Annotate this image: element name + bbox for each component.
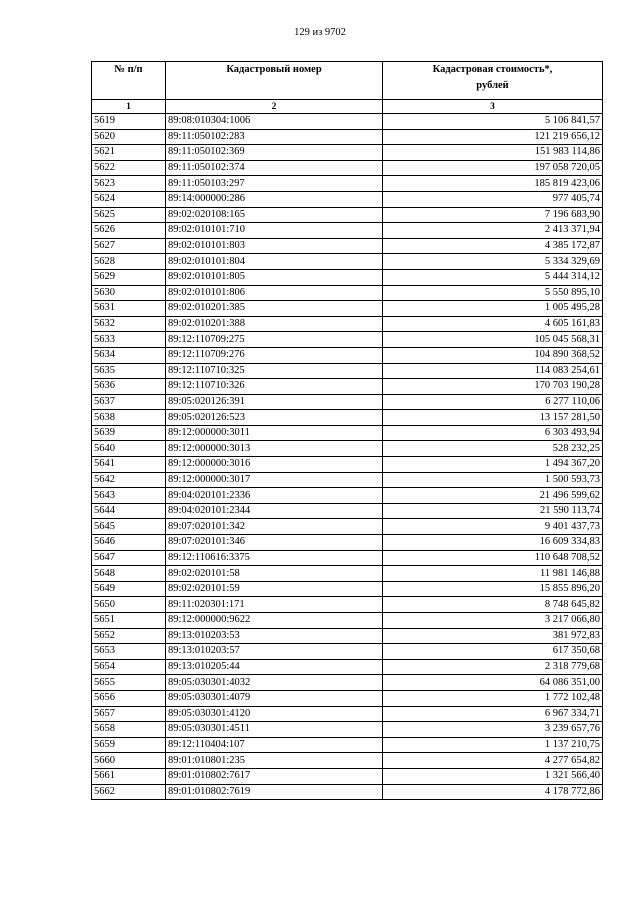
row-number-cell: 5629 — [92, 269, 166, 285]
row-number-cell: 5622 — [92, 160, 166, 176]
header-cadastral-value: Кадастровая стоимость*, рублей — [383, 62, 603, 100]
table-row — [92, 784, 603, 800]
cadastral-value-cell: 13 157 281,50 — [383, 410, 603, 426]
table-row — [92, 472, 603, 488]
table-header-row — [92, 62, 603, 100]
table-row — [92, 675, 603, 691]
cadastral-value-cell: 185 819 423,06 — [383, 176, 603, 192]
cadastral-value-cell: 4 277 654,82 — [383, 753, 603, 769]
row-number-cell: 5619 — [92, 114, 166, 130]
cadastral-number-cell: 89:08:010304:1006 — [166, 114, 383, 130]
cadastral-number-cell: 89:13:010205:44 — [166, 659, 383, 675]
cadastral-value-cell: 1 772 102,48 — [383, 690, 603, 706]
row-number-cell: 5621 — [92, 145, 166, 161]
cadastral-value-cell: 21 496 599,62 — [383, 488, 603, 504]
cadastral-number-cell: 89:14:000000:286 — [166, 191, 383, 207]
cadastral-value-cell: 5 550 895,10 — [383, 285, 603, 301]
table-row — [92, 223, 603, 239]
cadastral-value-cell: 5 106 841,57 — [383, 114, 603, 130]
table-row — [92, 332, 603, 348]
cadastral-number-cell: 89:07:020101:342 — [166, 519, 383, 535]
table-row — [92, 145, 603, 161]
table-row — [92, 613, 603, 629]
row-number-cell: 5649 — [92, 581, 166, 597]
row-number-cell: 5641 — [92, 457, 166, 473]
cadastral-value-cell: 121 219 656,12 — [383, 129, 603, 145]
cadastral-number-cell: 89:13:010203:53 — [166, 628, 383, 644]
table-row — [92, 659, 603, 675]
cadastral-value-cell: 3 239 657,76 — [383, 722, 603, 738]
table-row — [92, 301, 603, 317]
table-row — [92, 207, 603, 223]
row-number-cell: 5636 — [92, 379, 166, 395]
table-row — [92, 503, 603, 519]
cadastral-value-cell: 105 045 568,31 — [383, 332, 603, 348]
table-row — [92, 316, 603, 332]
row-number-cell: 5650 — [92, 597, 166, 613]
row-number-cell: 5624 — [92, 191, 166, 207]
cadastral-value-cell: 114 083 254,61 — [383, 363, 603, 379]
cadastral-value-cell: 1 137 210,75 — [383, 737, 603, 753]
row-number-cell: 5660 — [92, 753, 166, 769]
cadastral-number-cell: 89:05:030301:4032 — [166, 675, 383, 691]
cadastral-value-cell: 6 303 493,94 — [383, 425, 603, 441]
cadastral-number-cell: 89:12:110710:326 — [166, 379, 383, 395]
cadastral-value-cell: 151 983 114,86 — [383, 145, 603, 161]
cadastral-number-cell: 89:01:010802:7617 — [166, 768, 383, 784]
row-number-cell: 5656 — [92, 690, 166, 706]
cadastral-value-cell: 381 972,83 — [383, 628, 603, 644]
table-row — [92, 581, 603, 597]
cadastral-value-cell: 4 605 161,83 — [383, 316, 603, 332]
cadastral-value-cell: 197 058 720,05 — [383, 160, 603, 176]
cadastral-number-cell: 89:02:010201:385 — [166, 301, 383, 317]
cadastral-number-cell: 89:13:010203:57 — [166, 644, 383, 660]
row-number-cell: 5644 — [92, 503, 166, 519]
cadastral-value-cell: 9 401 437,73 — [383, 519, 603, 535]
row-number-cell: 5642 — [92, 472, 166, 488]
row-number-cell: 5659 — [92, 737, 166, 753]
cadastral-value-cell: 1 494 367,20 — [383, 457, 603, 473]
row-number-cell: 5632 — [92, 316, 166, 332]
cadastral-number-cell: 89:05:030301:4079 — [166, 690, 383, 706]
cadastral-value-cell: 7 196 683,90 — [383, 207, 603, 223]
row-number-cell: 5626 — [92, 223, 166, 239]
row-number-cell: 5647 — [92, 550, 166, 566]
cadastral-number-cell: 89:02:020101:58 — [166, 566, 383, 582]
cadastral-number-cell: 89:11:050102:369 — [166, 145, 383, 161]
table-row — [92, 191, 603, 207]
cadastral-number-cell: 89:01:010802:7619 — [166, 784, 383, 800]
cadastral-number-cell: 89:12:110709:275 — [166, 332, 383, 348]
table-row — [92, 519, 603, 535]
row-number-cell: 5631 — [92, 301, 166, 317]
column-number-3: 3 — [383, 100, 603, 114]
table-row — [92, 690, 603, 706]
cadastral-value-cell: 977 405,74 — [383, 191, 603, 207]
cadastral-number-cell: 89:02:010101:710 — [166, 223, 383, 239]
cadastral-number-cell: 89:05:030301:4511 — [166, 722, 383, 738]
cadastral-number-cell: 89:02:020101:59 — [166, 581, 383, 597]
table-row — [92, 768, 603, 784]
cadastral-number-cell: 89:02:010201:388 — [166, 316, 383, 332]
table-row — [92, 394, 603, 410]
cadastral-value-cell: 6 277 110,06 — [383, 394, 603, 410]
table-row — [92, 597, 603, 613]
row-number-cell: 5646 — [92, 535, 166, 551]
table-row — [92, 535, 603, 551]
row-number-cell: 5661 — [92, 768, 166, 784]
row-number-cell: 5620 — [92, 129, 166, 145]
cadastral-number-cell: 89:11:050102:283 — [166, 129, 383, 145]
table-row — [92, 160, 603, 176]
cadastral-value-cell: 1 005 495,28 — [383, 301, 603, 317]
row-number-cell: 5648 — [92, 566, 166, 582]
row-number-cell: 5651 — [92, 613, 166, 629]
table-row — [92, 753, 603, 769]
header-cadastral-number: Кадастровый номер — [166, 62, 383, 100]
cadastral-value-table — [91, 61, 603, 800]
table-row — [92, 363, 603, 379]
cadastral-number-cell: 89:11:020301:171 — [166, 597, 383, 613]
row-number-cell: 5625 — [92, 207, 166, 223]
cadastral-number-cell: 89:04:020101:2344 — [166, 503, 383, 519]
cadastral-number-cell: 89:01:010801:235 — [166, 753, 383, 769]
cadastral-number-cell: 89:05:020126:523 — [166, 410, 383, 426]
row-number-cell: 5628 — [92, 254, 166, 270]
table-row — [92, 628, 603, 644]
cadastral-value-cell: 15 855 896,20 — [383, 581, 603, 597]
cadastral-value-cell: 5 444 314,12 — [383, 269, 603, 285]
table-row — [92, 379, 603, 395]
row-number-cell: 5645 — [92, 519, 166, 535]
cadastral-value-cell: 64 086 351,00 — [383, 675, 603, 691]
cadastral-number-cell: 89:02:010101:803 — [166, 238, 383, 254]
table-row — [92, 737, 603, 753]
cadastral-number-cell: 89:02:010101:804 — [166, 254, 383, 270]
cadastral-value-cell: 11 981 146,88 — [383, 566, 603, 582]
cadastral-value-cell: 1 321 566,40 — [383, 768, 603, 784]
cadastral-value-cell: 3 217 066,80 — [383, 613, 603, 629]
row-number-cell: 5627 — [92, 238, 166, 254]
column-number-2: 2 — [166, 100, 383, 114]
row-number-cell: 5640 — [92, 441, 166, 457]
column-number-1: 1 — [92, 100, 166, 114]
table-row — [92, 238, 603, 254]
cadastral-number-cell: 89:12:110709:276 — [166, 347, 383, 363]
cadastral-number-cell: 89:05:020126:391 — [166, 394, 383, 410]
cadastral-number-cell: 89:02:010101:806 — [166, 285, 383, 301]
cadastral-number-cell: 89:11:050102:374 — [166, 160, 383, 176]
table-row — [92, 722, 603, 738]
row-number-cell: 5638 — [92, 410, 166, 426]
row-number-cell: 5662 — [92, 784, 166, 800]
cadastral-number-cell: 89:02:010101:805 — [166, 269, 383, 285]
table-row — [92, 176, 603, 192]
table-row — [92, 269, 603, 285]
cadastral-value-cell: 6 967 334,71 — [383, 706, 603, 722]
cadastral-number-cell: 89:12:110710:325 — [166, 363, 383, 379]
cadastral-value-cell: 2 413 371,94 — [383, 223, 603, 239]
cadastral-number-cell: 89:12:110616:3375 — [166, 550, 383, 566]
row-number-cell: 5658 — [92, 722, 166, 738]
cadastral-number-cell: 89:02:020108:165 — [166, 207, 383, 223]
cadastral-value-cell: 21 590 113,74 — [383, 503, 603, 519]
row-number-cell: 5655 — [92, 675, 166, 691]
cadastral-value-cell: 8 748 645,82 — [383, 597, 603, 613]
row-number-cell: 5623 — [92, 176, 166, 192]
cadastral-value-cell: 16 609 334,83 — [383, 535, 603, 551]
cadastral-number-cell: 89:11:050103:297 — [166, 176, 383, 192]
table-row — [92, 114, 603, 130]
row-number-cell: 5635 — [92, 363, 166, 379]
table-row — [92, 254, 603, 270]
row-number-cell: 5630 — [92, 285, 166, 301]
row-number-cell: 5633 — [92, 332, 166, 348]
cadastral-value-cell: 5 334 329,69 — [383, 254, 603, 270]
cadastral-value-cell: 4 178 772,86 — [383, 784, 603, 800]
row-number-cell: 5639 — [92, 425, 166, 441]
cadastral-number-cell: 89:12:000000:9622 — [166, 613, 383, 629]
row-number-cell: 5654 — [92, 659, 166, 675]
table-row — [92, 441, 603, 457]
row-number-cell: 5637 — [92, 394, 166, 410]
row-number-cell: 5657 — [92, 706, 166, 722]
cadastral-value-cell: 104 890 368,52 — [383, 347, 603, 363]
page-number: 129 из 9702 — [294, 27, 346, 38]
table-row — [92, 425, 603, 441]
cadastral-number-cell: 89:05:030301:4120 — [166, 706, 383, 722]
cadastral-number-cell: 89:12:000000:3013 — [166, 441, 383, 457]
table-row — [92, 457, 603, 473]
cadastral-number-cell: 89:12:000000:3016 — [166, 457, 383, 473]
cadastral-number-cell: 89:12:000000:3011 — [166, 425, 383, 441]
row-number-cell: 5634 — [92, 347, 166, 363]
cadastral-number-cell: 89:04:020101:2336 — [166, 488, 383, 504]
table-row — [92, 550, 603, 566]
table-row — [92, 410, 603, 426]
cadastral-value-cell: 4 385 172,87 — [383, 238, 603, 254]
table-row — [92, 706, 603, 722]
cadastral-value-cell: 1 500 593,73 — [383, 472, 603, 488]
cadastral-number-cell: 89:07:020101:346 — [166, 535, 383, 551]
cadastral-number-cell: 89:12:000000:3017 — [166, 472, 383, 488]
cadastral-value-cell: 2 318 779,68 — [383, 659, 603, 675]
table-row — [92, 129, 603, 145]
header-num: № п/п — [92, 62, 166, 100]
table-row — [92, 644, 603, 660]
table-row — [92, 566, 603, 582]
cadastral-value-cell: 110 648 708,52 — [383, 550, 603, 566]
column-number-row — [92, 100, 603, 114]
table-body — [92, 114, 603, 800]
cadastral-number-cell: 89:12:110404:107 — [166, 737, 383, 753]
row-number-cell: 5643 — [92, 488, 166, 504]
cadastral-value-cell: 170 703 190,28 — [383, 379, 603, 395]
row-number-cell: 5653 — [92, 644, 166, 660]
table-row — [92, 347, 603, 363]
cadastral-value-cell: 528 232,25 — [383, 441, 603, 457]
table-row — [92, 285, 603, 301]
row-number-cell: 5652 — [92, 628, 166, 644]
cadastral-value-cell: 617 350,68 — [383, 644, 603, 660]
table-row — [92, 488, 603, 504]
